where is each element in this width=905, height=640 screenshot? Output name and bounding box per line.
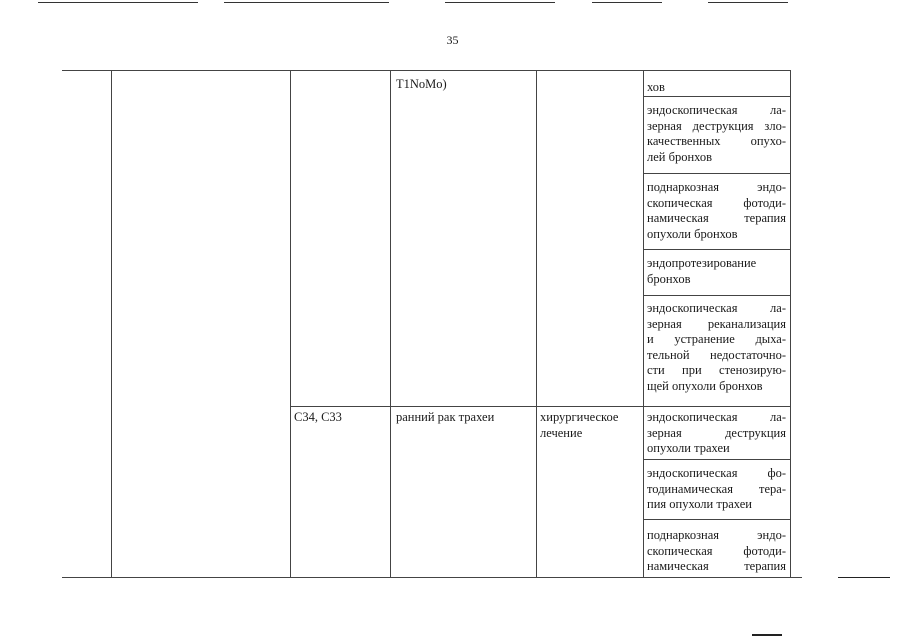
method-line: эндоскопическая ла- [647, 301, 786, 315]
method-line: бронхов [647, 271, 691, 286]
method-cell [647, 466, 786, 513]
col-border [290, 70, 291, 578]
method-line: щей опухоли бронхов [647, 378, 763, 393]
scan-fragment [752, 634, 782, 636]
method-line: поднаркозная эндо- [647, 528, 786, 542]
method-line: скопическая фотоди- [647, 195, 786, 210]
scan-edge-line [708, 2, 788, 3]
method-line: зерная реканализация [647, 316, 786, 331]
col-border [390, 70, 391, 578]
method-cell [647, 528, 786, 575]
method-line: зерная деструкция [647, 425, 786, 440]
method-cell [647, 103, 786, 165]
col-border [643, 70, 644, 578]
table-top-border [62, 70, 790, 71]
method-cell [647, 180, 786, 242]
row-divider [290, 406, 790, 407]
page-number: 35 [446, 33, 459, 47]
method-cell [647, 410, 786, 457]
method-divider [643, 173, 790, 174]
method-line: тодинамическая тера- [647, 481, 786, 496]
diagnosis-cell: ранний рак трахеи [396, 410, 495, 424]
method-line: эндоскопическая фо- [647, 466, 786, 480]
diagnosis-cell: T1NoMo) [396, 77, 447, 91]
method-cell [647, 256, 786, 287]
method-line: опухоли трахеи [647, 441, 730, 455]
col-border [536, 70, 537, 578]
method-line: и устранение дыха- [647, 332, 786, 346]
method-line: эндоскопическая ла- [647, 410, 786, 424]
scan-fragment [838, 577, 890, 578]
method-divider [643, 519, 790, 520]
method-divider [643, 96, 790, 97]
table-bottom-border [62, 577, 802, 578]
method-line: намическая терапия [647, 559, 786, 573]
scan-edge-line [592, 2, 662, 3]
col-border [790, 70, 791, 578]
treatment-type-cell: хирургическое лечение [540, 410, 619, 440]
method-line: пия опухоли трахеи [647, 497, 752, 511]
scan-edge-line [224, 2, 389, 3]
method-divider [643, 249, 790, 250]
method-cell [647, 80, 786, 96]
scan-edge-line [38, 2, 198, 3]
icd-code-cell: С34, С33 [294, 410, 342, 424]
col-border [111, 70, 112, 578]
method-line: лей бронхов [647, 149, 713, 164]
method-cell [647, 301, 786, 394]
method-line: эндоскопическая ла- [647, 103, 786, 117]
method-line: намическая терапия [647, 211, 786, 225]
method-line: эндопротезирование [647, 256, 757, 270]
method-line: скопическая фотоди- [647, 543, 786, 558]
method-line: качественных опухо- [647, 134, 786, 148]
method-line: поднаркозная эндо- [647, 180, 786, 194]
scan-edge-line [445, 2, 555, 3]
method-line: хов [647, 80, 665, 94]
method-line: тельной недостаточно- [647, 347, 786, 362]
method-line: опухоли бронхов [647, 226, 738, 241]
method-divider [643, 295, 790, 296]
method-divider [643, 459, 790, 460]
method-line: зерная деструкция зло- [647, 118, 786, 133]
method-line: сти при стенозирую- [647, 363, 786, 377]
